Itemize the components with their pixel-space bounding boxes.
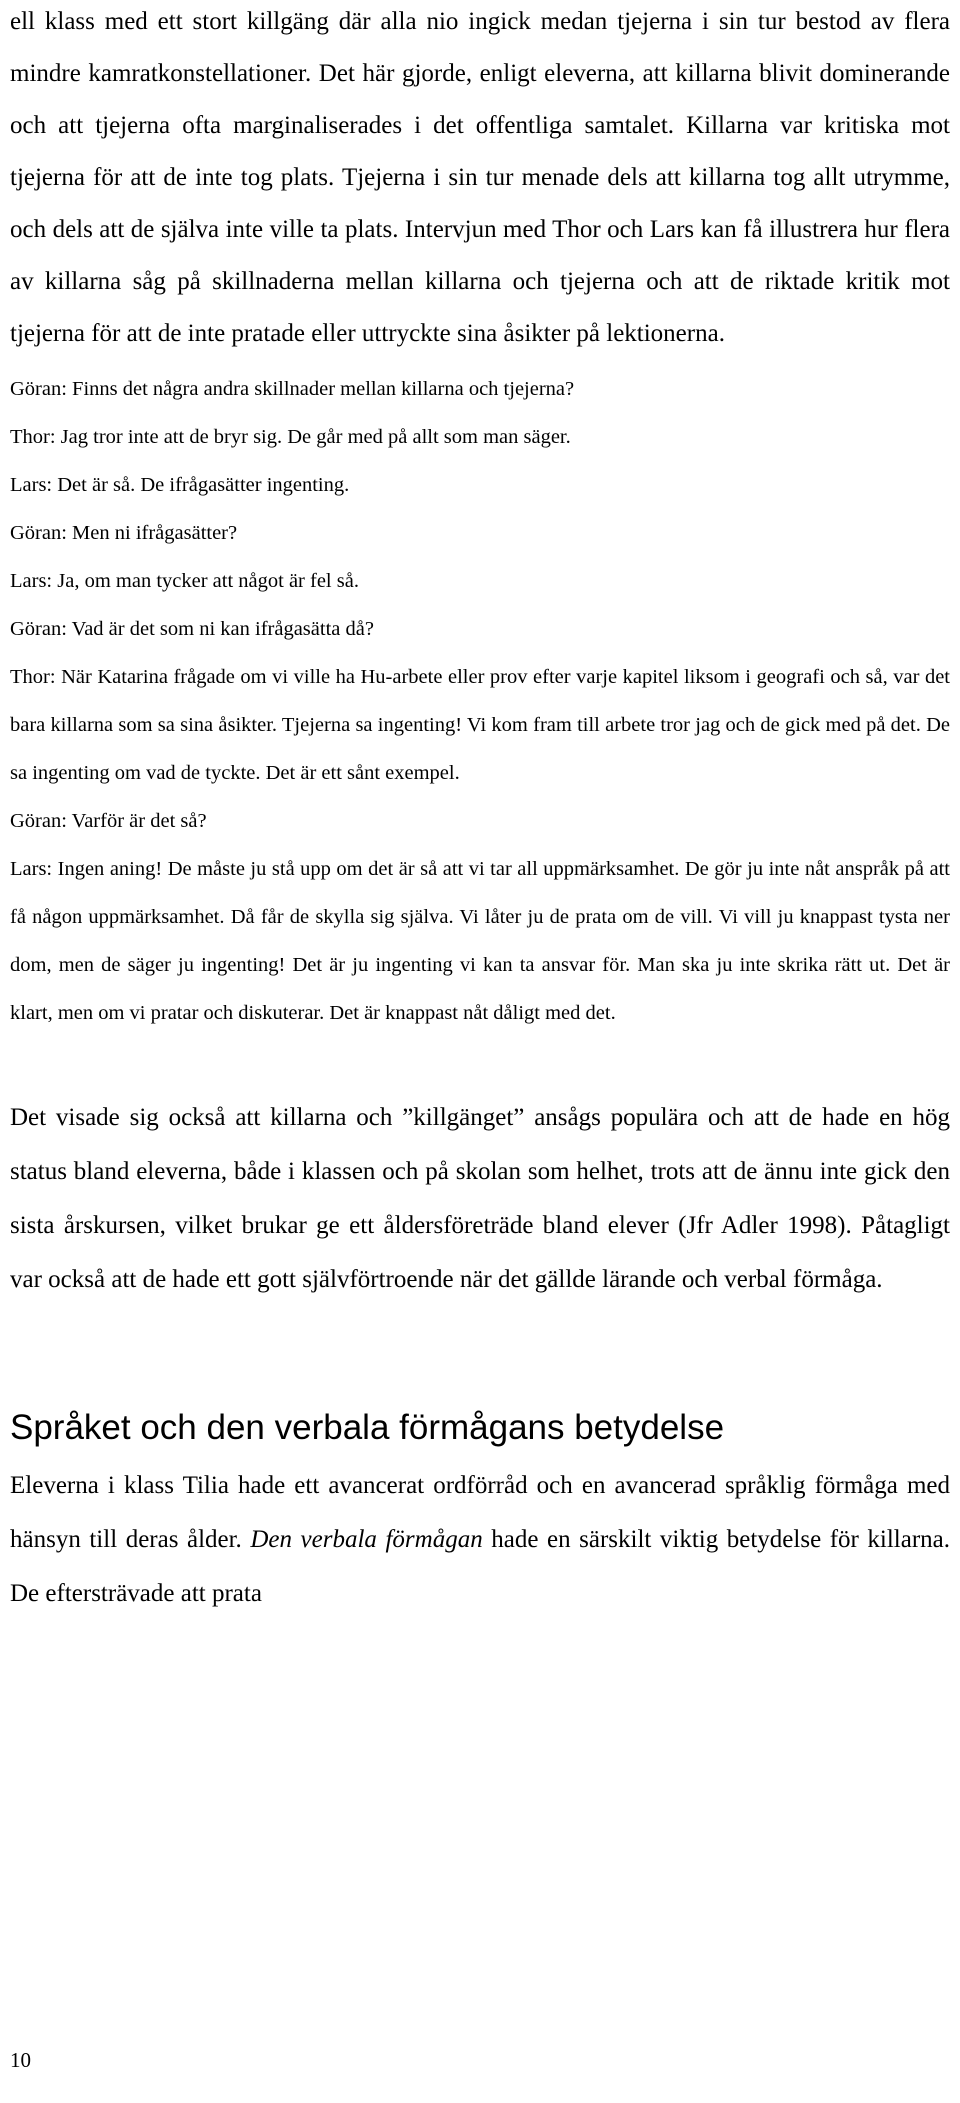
emphasized-term: Den verbala förmågan: [250, 1526, 483, 1553]
interview-line: Göran: Vad är det som ni kan ifrågasätta då?: [10, 618, 374, 640]
interview-line: Thor: När Katarina frågade om vi ville ha Hu-arbete eller prov efter varje kapitel liksom i geografi och så, var det bara killarna som sa sina åsikter. Tjejerna sa ingenting! Vi kom fram till arbete tror jag och de gick med på det. De sa ingenting om vad de tyckte. Det är ett sånt exempel.: [10, 666, 950, 784]
interview-line: Lars: Ingen aning! De måste ju stå upp om det är så att vi tar all uppmärksamhet. De gör ju inte nåt anspråk på att få någon uppmärksamhet. Då får de skylla sig själva. Vi låter ju de prata om de vill. Vi vill ju knappast tysta ner dom, men de säger ju ingenting! Det är ju ingenting vi kan ta ansvar för. Man ska ju inte skrika rätt ut. Det är klart, men om vi pratar och diskuterar. Det är knappast nåt dåligt med det.: [10, 858, 950, 1024]
page-number: 10: [10, 2048, 31, 2072]
interview-line: Göran: Men ni ifrågasätter?: [10, 522, 238, 544]
interview-line: Göran: Varför är det så?: [10, 810, 207, 832]
interview-line: Thor: Jag tror inte att de bryr sig. De går med på allt som man säger.: [10, 426, 571, 448]
paragraph-text: hade en särskilt viktig betydelse för killarna. De eftersträvade att prata: [10, 1526, 950, 1607]
body-paragraph: [10, 1459, 950, 1621]
body-paragraph: ell klass med ett stort killgäng där alla nio ingick medan tjejerna i sin tur bestod av flera mindre kamratkonstellationer. Det här gjorde, enligt eleverna, att killarna blivit dominerande och att tjejerna ofta marginaliserades i det offentliga samtalet. Killarna var kritiska mot tjejerna för att de inte tog plats. Tjejerna i sin tur menade dels att killarna tog allt utrymme, och dels att de själva inte ville ta plats. Intervjun med Thor och Lars kan få illustrera hur flera av killarna såg på skillnaderna mellan killarna och tjejerna och att de riktade kritik mot tjejerna för att de inte pratade eller uttryckte sina åsikter på lektionerna.: [10, 8, 950, 347]
interview-line: Göran: Finns det några andra skillnader mellan killarna och tjejerna?: [10, 378, 575, 400]
document-page: [10, 0, 950, 1621]
body-paragraph: Det visade sig också att killarna och ”killgänget” ansågs populära och att de hade en hög status bland eleverna, både i klassen och på skolan som helhet, trots att de ännu inte gick den sista årskursen, vilket brukar ge ett åldersföreträde bland elever (Jfr Adler 1998). Påtagligt var också att de hade ett gott självförtroende när det gällde lärande och verbal förmåga.: [10, 1104, 950, 1293]
section-heading: Språket och den verbala förmågans betydelse: [10, 1408, 725, 1447]
interview-line: Lars: Det är så. De ifrågasätter ingenting.: [10, 474, 350, 496]
interview-line: Lars: Ja, om man tycker att något är fel så.: [10, 570, 359, 592]
paragraph-text: Eleverna i klass Tilia hade ett avancerat ordförråd och en avancerad språklig förmåga med hänsyn till deras ålder.: [10, 1472, 950, 1553]
interview-excerpt: [10, 365, 950, 1037]
